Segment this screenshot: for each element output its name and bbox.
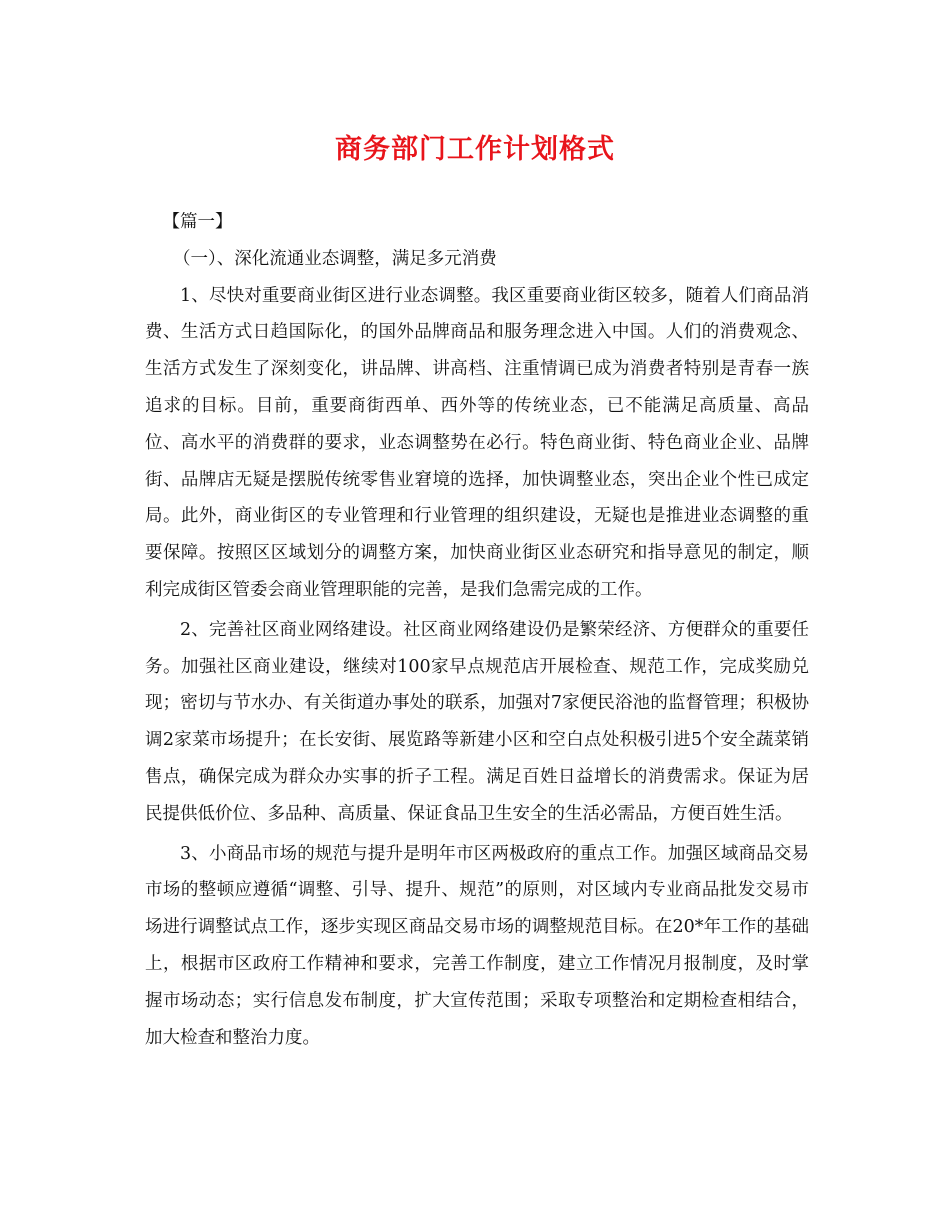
subheading: （一）、深化流通业态调整，满足多元消费 bbox=[173, 248, 497, 269]
document-title: 商务部门工作计划格式 bbox=[335, 134, 615, 165]
section-label: 【篇一】 bbox=[162, 212, 233, 232]
paragraph-1: 1、尽快对重要商业街区进行业态调整。我区重要商业街区较多，随着人们商品消费、生活方式日趋国际化，的国外品牌商品和服务理念进入中国。人们的消费观念、生活方式发生了深刻变化，讲品牌、讲高档、注重情调已成为消费者特别是青春一族追求的目标。目前，重要商街西单、西外等的传统业态，已不能满足高质量、高品位、高水平的消费群的要求，业态调整势在必行。特色商业街、特色商业企业、品牌街、品牌店无疑是摆脱传统零售业窘境的选择，加快调整业态，突出企业个性已成定局。此外，商业街区的专业管理和行业管理的组织建设，无疑也是推进业态调整的重要保障。按照区区域划分的调整方案，加快商业街区业态研究和指导意见的制定，顺利完成街区管委会商业管理职能的完善，是我们急需完成的工作。 bbox=[145, 285, 809, 600]
paragraph-3: 3、小商品市场的规范与提升是明年市区两极政府的重点工作。加强区域商品交易市场的整顿应遵循“调整、引导、提升、规范”的原则，对区域内专业商品批发交易市场进行调整试点工作，逐步实现区商品交易市场的调整规范目标。在20*年工作的基础上，根据市区政府工作精神和要求，完善工作制度，建立工作情况月报制度，及时掌握市场动态；实行信息发布制度，扩大宣传范围；采取专项整治和定期检查相结合，加大检查和整治力度。 bbox=[145, 843, 809, 1048]
paragraph-2: 2、完善社区商业网络建设。社区商业网络建设仍是繁荣经济、方便群众的重要任务。加强社区商业建设，继续对100家早点规范店开展检查、规范工作，完成奖励兑现；密切与节水办、有关街道办事处的联系，加强对7家便民浴池的监督管理；积极协调2家菜市场提升；在长安街、展览路等新建小区和空白点处积极引进5个安全蔬菜销售点，确保完成为群众办实事的折子工程。满足百姓日益增长的消费需求。保证为居民提供低价位、多品种、高质量、保证食品卫生安全的生活必需品，方便百姓生活。 bbox=[145, 619, 809, 824]
document-body bbox=[145, 204, 809, 1056]
